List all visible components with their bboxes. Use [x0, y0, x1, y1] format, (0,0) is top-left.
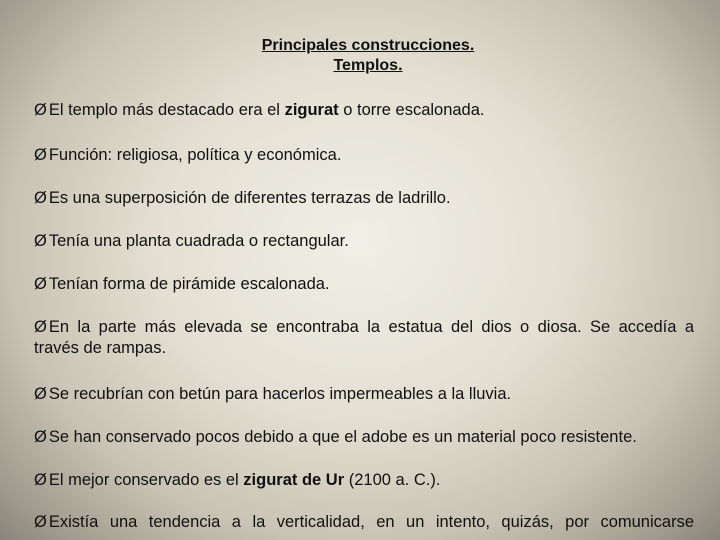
bullet-bold-text: zigurat de Ur: [243, 471, 345, 489]
bullet-item: [34, 427, 694, 448]
bullet-text: Se recubrían con betún para hacerlos impermeables a la lluvia.: [48, 385, 512, 403]
bullet-item: [34, 188, 694, 209]
bullet-item: [34, 317, 694, 359]
bullet-text: Se han conservado pocos debido a que el adobe es un material poco resistente.: [48, 428, 637, 446]
arrow-bullet-icon: Ø: [34, 385, 47, 403]
arrow-bullet-icon: Ø: [34, 146, 47, 164]
bullet-text: (2100 a. C.).: [344, 471, 441, 489]
arrow-bullet-icon: Ø: [34, 513, 47, 531]
title-line-1: Principales construcciones.: [261, 37, 475, 54]
arrow-bullet-icon: Ø: [34, 471, 47, 489]
bullet-item: [34, 100, 694, 121]
bullet-text: o torre escalonada.: [338, 101, 485, 119]
bullet-text: través de rampas.: [34, 339, 167, 357]
bullet-text: El mejor conservado es el: [48, 471, 244, 489]
bullet-item: [34, 274, 694, 295]
bullet-text: Existía una tendencia a la verticalidad, en un intento, quizás, por comunicarse: [48, 513, 694, 531]
arrow-bullet-icon: Ø: [34, 189, 47, 207]
bullet-bold-text: zigurat: [284, 101, 339, 119]
bullet-text: Tenían forma de pirámide escalonada.: [48, 275, 330, 293]
arrow-bullet-icon: Ø: [34, 318, 47, 336]
arrow-bullet-icon: Ø: [34, 101, 47, 119]
bullet-text: Es una superposición de diferentes terrazas de ladrillo.: [48, 189, 451, 207]
bullet-text: En la parte más elevada se encontraba la estatua del dios o diosa. Se accedía a: [48, 318, 694, 336]
arrow-bullet-icon: Ø: [34, 275, 47, 293]
bullet-item: [34, 512, 694, 533]
bullet-item: [34, 231, 694, 252]
bullet-item: [34, 384, 694, 405]
arrow-bullet-icon: Ø: [34, 232, 47, 250]
slide-title: [0, 36, 720, 76]
title-line-2: Templos.: [333, 57, 403, 74]
bullet-text: El templo más destacado era el: [48, 101, 285, 119]
bullet-text: Función: religiosa, política y económica.: [48, 146, 342, 164]
bullet-text: Tenía una planta cuadrada o rectangular.: [48, 232, 349, 250]
bullet-item: [34, 470, 694, 491]
arrow-bullet-icon: Ø: [34, 428, 47, 446]
bullet-item: [34, 145, 694, 166]
